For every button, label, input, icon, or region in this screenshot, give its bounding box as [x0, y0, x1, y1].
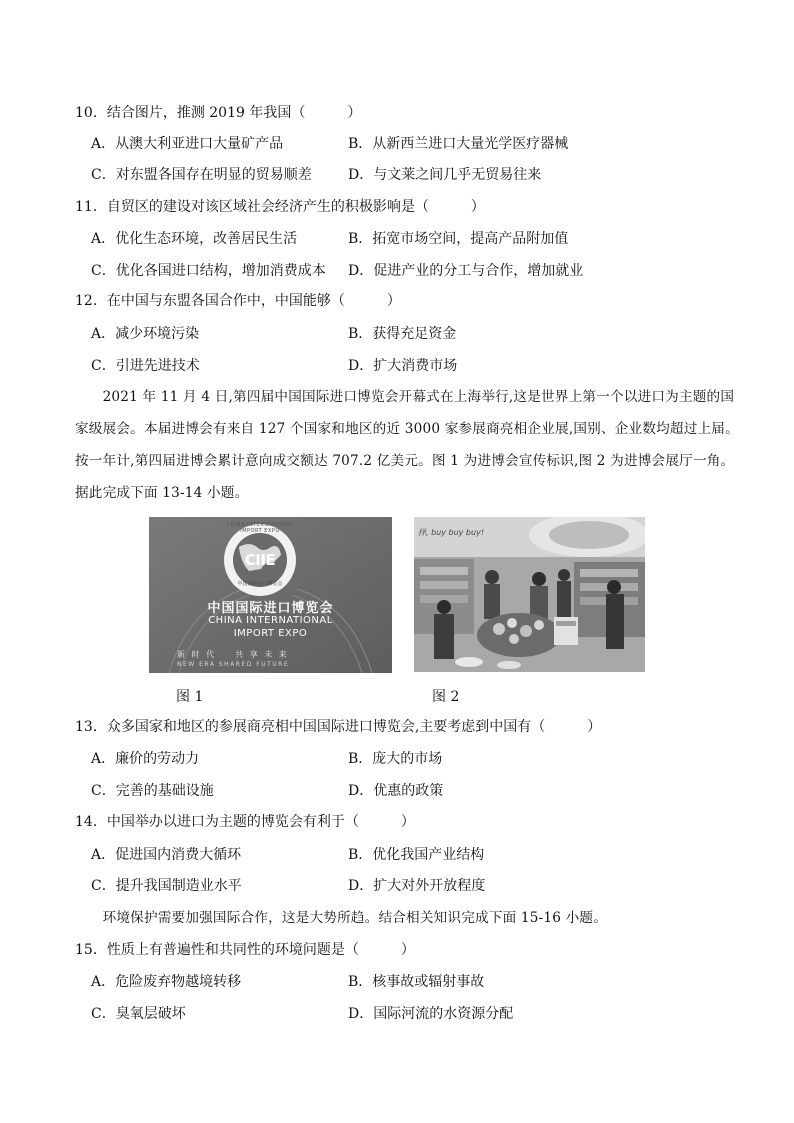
logo-ring-text: CHINA INTERNATIONAL IMPORT EXPO: [226, 522, 294, 534]
figure-2-sign-text: 择, buy buy buy!: [418, 528, 485, 537]
question-15-option-b: B．核事故或辐射事故: [348, 974, 485, 990]
figure-2-exhibition-hall-image: [414, 517, 645, 672]
logo-title-en-1: CHINA INTERNATIONAL: [208, 615, 333, 626]
passage-1-line-2: 家级展会。本届进博会有来自 127 个国家和地区的近 3000 家参展商亮相企业展,国别、企业数均超过上届。: [75, 421, 739, 437]
logo-cn-small-text: 中国国际进口博览会: [237, 581, 283, 587]
figure-2-graphic: [414, 517, 645, 672]
question-10-stem: 10．结合图片，推测 2019 年我国（ ）: [75, 105, 362, 121]
question-14-stem: 14．中国举办以进口为主题的博览会有利于（ ）: [75, 814, 415, 830]
question-13-option-d: D．优惠的政策: [348, 783, 444, 799]
question-14-option-a: A．促进国内消费大循环: [91, 847, 242, 863]
passage-2: 环境保护需要加强国际合作，这是大势所趋。结合相关知识完成下面 15-16 小题。: [75, 910, 608, 926]
question-10-option-d: D．与文莱之间几乎无贸易往来: [348, 167, 542, 183]
figure-1-caption: 图 1: [176, 689, 204, 705]
question-15-option-c: C．臭氧层破坏: [91, 1006, 186, 1022]
question-11-stem: 11．自贸区的建设对该区域社会经济产生的积极影响是（ ）: [75, 199, 485, 215]
question-13-option-b: B．庞大的市场: [348, 751, 443, 767]
passage-1-line-4: 据此完成下面 13-14 小题。: [75, 485, 249, 501]
logo-mark-text: CIIE: [244, 551, 276, 569]
question-11-option-b: B．拓宽市场空间，提高产品附加值: [348, 231, 569, 247]
figure-1-ciie-logo-image: [149, 517, 392, 673]
question-14-option-d: D．扩大对外开放程度: [348, 878, 486, 894]
question-12-option-b: B．获得充足资金: [348, 326, 457, 342]
question-11-option-a: A．优化生态环境，改善居民生活: [91, 231, 298, 247]
logo-title-en-2: IMPORT EXPO: [233, 628, 308, 639]
question-12-option-a: A．减少环境污染: [91, 326, 200, 342]
question-13-option-c: C．完善的基础设施: [91, 783, 214, 799]
question-12-option-d: D．扩大消费市场: [348, 358, 458, 374]
logo-slogan-cn: 新 时 代 共 享 未 来: [177, 650, 289, 659]
question-14-option-c: C．提升我国制造业水平: [91, 878, 242, 894]
question-10-option-c: C．对东盟各国存在明显的贸易顺差: [91, 167, 312, 183]
question-13-stem: 13．众多国家和地区的参展商亮相中国国际进口博览会,主要考虑到中国有（ ）: [75, 719, 602, 735]
question-14-option-b: B．优化我国产业结构: [348, 847, 485, 863]
question-12-option-c: C．引进先进技术: [91, 358, 200, 374]
question-11-option-c: C．优化各国进口结构，增加消费成本: [91, 263, 326, 279]
question-10-option-a: A．从澳大利亚进口大量矿产品: [91, 136, 284, 152]
question-15-stem: 15．性质上有普遍性和共同性的环境问题是（ ）: [75, 942, 415, 958]
question-10-option-b: B．从新西兰进口大量光学医疗器械: [348, 136, 569, 152]
passage-1-line-3: 按一年计,第四届进博会累计意向成交额达 707.2 亿美元。图 1 为进博会宣传标识,图 2 为进博会展厅一角。: [75, 453, 735, 469]
logo-title-cn: 中国国际进口博览会: [207, 601, 334, 616]
passage-1-line-1: 2021 年 11 月 4 日,第四届中国国际进口博览会开幕式在上海举行,这是世界上第一个以进口为主题的国: [75, 389, 735, 405]
question-11-option-d: D．促进产业的分工与合作，增加就业: [348, 263, 584, 279]
logo-slogan-en: NEW ERA SHARED FUTURE: [177, 661, 290, 668]
question-15-option-d: D．国际河流的水资源分配: [348, 1006, 514, 1022]
question-12-stem: 12．在中国与东盟各国合作中，中国能够（ ）: [75, 293, 401, 309]
question-13-option-a: A．廉价的劳动力: [91, 751, 200, 767]
figure-2-caption: 图 2: [432, 689, 460, 705]
question-15-option-a: A．危险废弃物越境转移: [91, 974, 242, 990]
